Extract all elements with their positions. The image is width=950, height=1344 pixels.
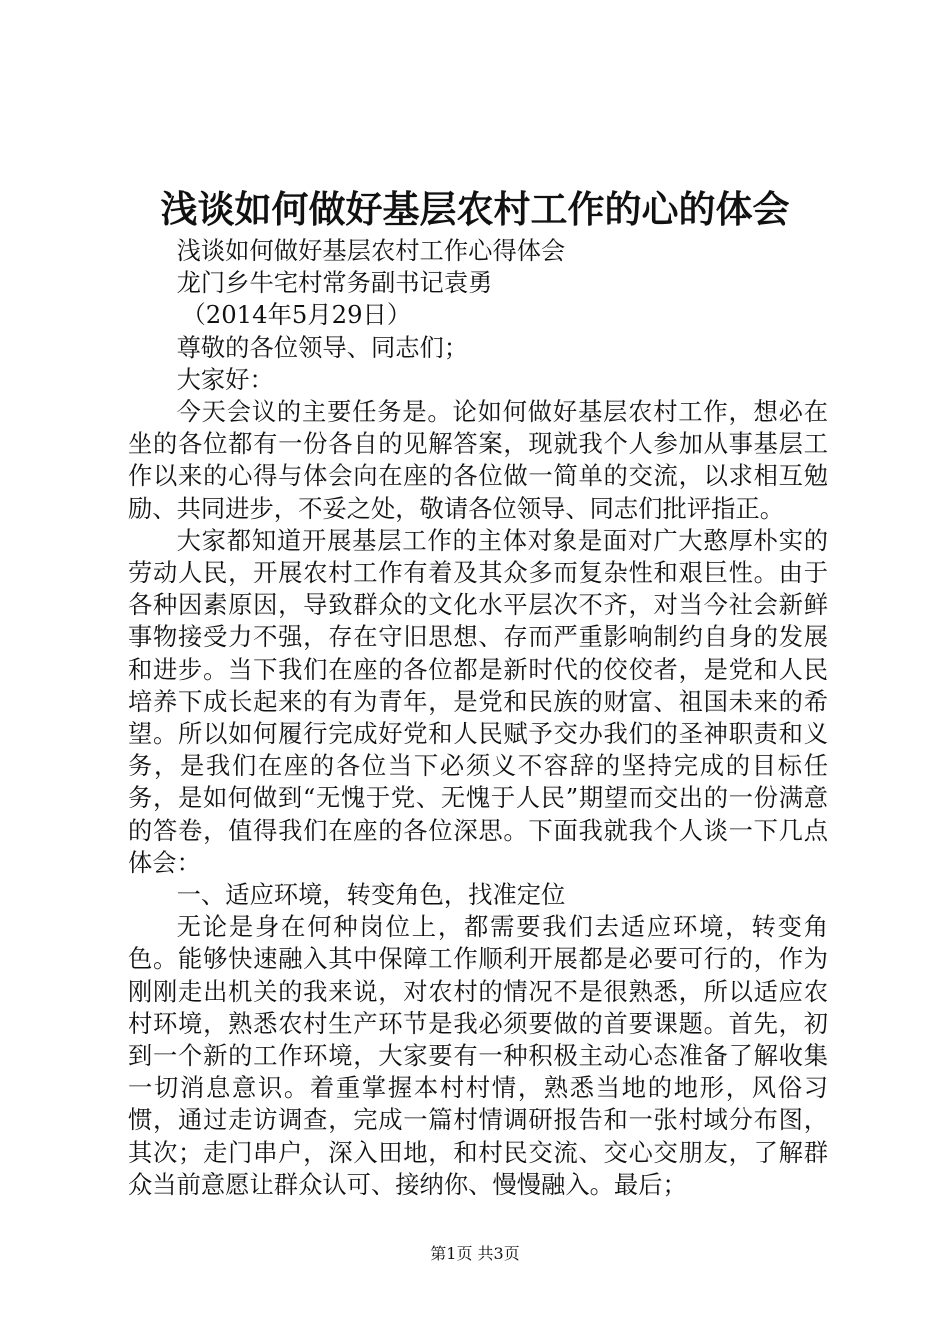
paragraph-intro: 今天会议的主要任务是。论如何做好基层农村工作，想必在坐的各位都有一份各自的见解答案，现就我个人参加从事基层工作以来的心得与体会向在座的各位做一简单的交流，以求相互勉励、共同进步，不妥之处，敬请各位领导、同志们批评指正。 (128, 397, 828, 523)
document-body (128, 235, 828, 1201)
paragraph-section-1: 无论是身在何种岗位上，都需要我们去适应环境，转变角色。能够快速融入其中保障工作顺利开展都是必要可行的，作为刚刚走出机关的我来说，对农村的情况不是很熟悉，所以适应农村环境，熟悉农村生产环节是我必须要做的首要课题。首先，初到一个新的工作环境，大家要有一种积极主动心态准备了解收集一切消息意识。着重掌握本村村情，熟悉当地的地形，风俗习惯，通过走访调查，完成一篇村情调研报告和一张村域分布图，其次；走门串户，深入田地，和村民交流、交心交朋友，了解群众当前意愿让群众认可、接纳你、慢慢融入。最后； (128, 912, 828, 1199)
section-heading-1: 一、适应环境，转变角色，找准定位 (176, 880, 566, 910)
greeting-line: 大家好： (176, 364, 274, 394)
date-line: （2014年5月29日） (181, 300, 412, 330)
author-line: 龙门乡牛宅村常务副书记袁勇 (176, 268, 493, 298)
page-footer: 第1页 共3页 (430, 1244, 520, 1263)
paragraph-context: 大家都知道开展基层工作的主体对象是面对广大憨厚朴实的劳动人民，开展农村工作有着及其众多而复杂性和艰巨性。由于各种因素原因，导致群众的文化水平层次不齐，对当今社会新鲜事物接受力不强，存在守旧思想、存而严重影响制约自身的发展和进步。当下我们在座的各位都是新时代的佼佼者，是党和人民培养下成长起来的有为青年，是党和民族的财富、祖国未来的希望。所以如何履行完成好党和人民赋予交办我们的圣神职责和义务，是我们在座的各位当下必须义不容辞的坚持完成的目标任务，是如何做到“无愧于党、无愧于人民”期望而交出的一份满意的答卷，值得我们在座的各位深思。下面我就我个人谈一下几点体会： (128, 525, 828, 877)
subtitle-line: 浅谈如何做好基层农村工作心得体会 (176, 236, 566, 265)
salutation-line: 尊敬的各位领导、同志们； (176, 332, 469, 362)
document-title: 浅谈如何做好基层农村工作的心的体会 (160, 187, 790, 231)
